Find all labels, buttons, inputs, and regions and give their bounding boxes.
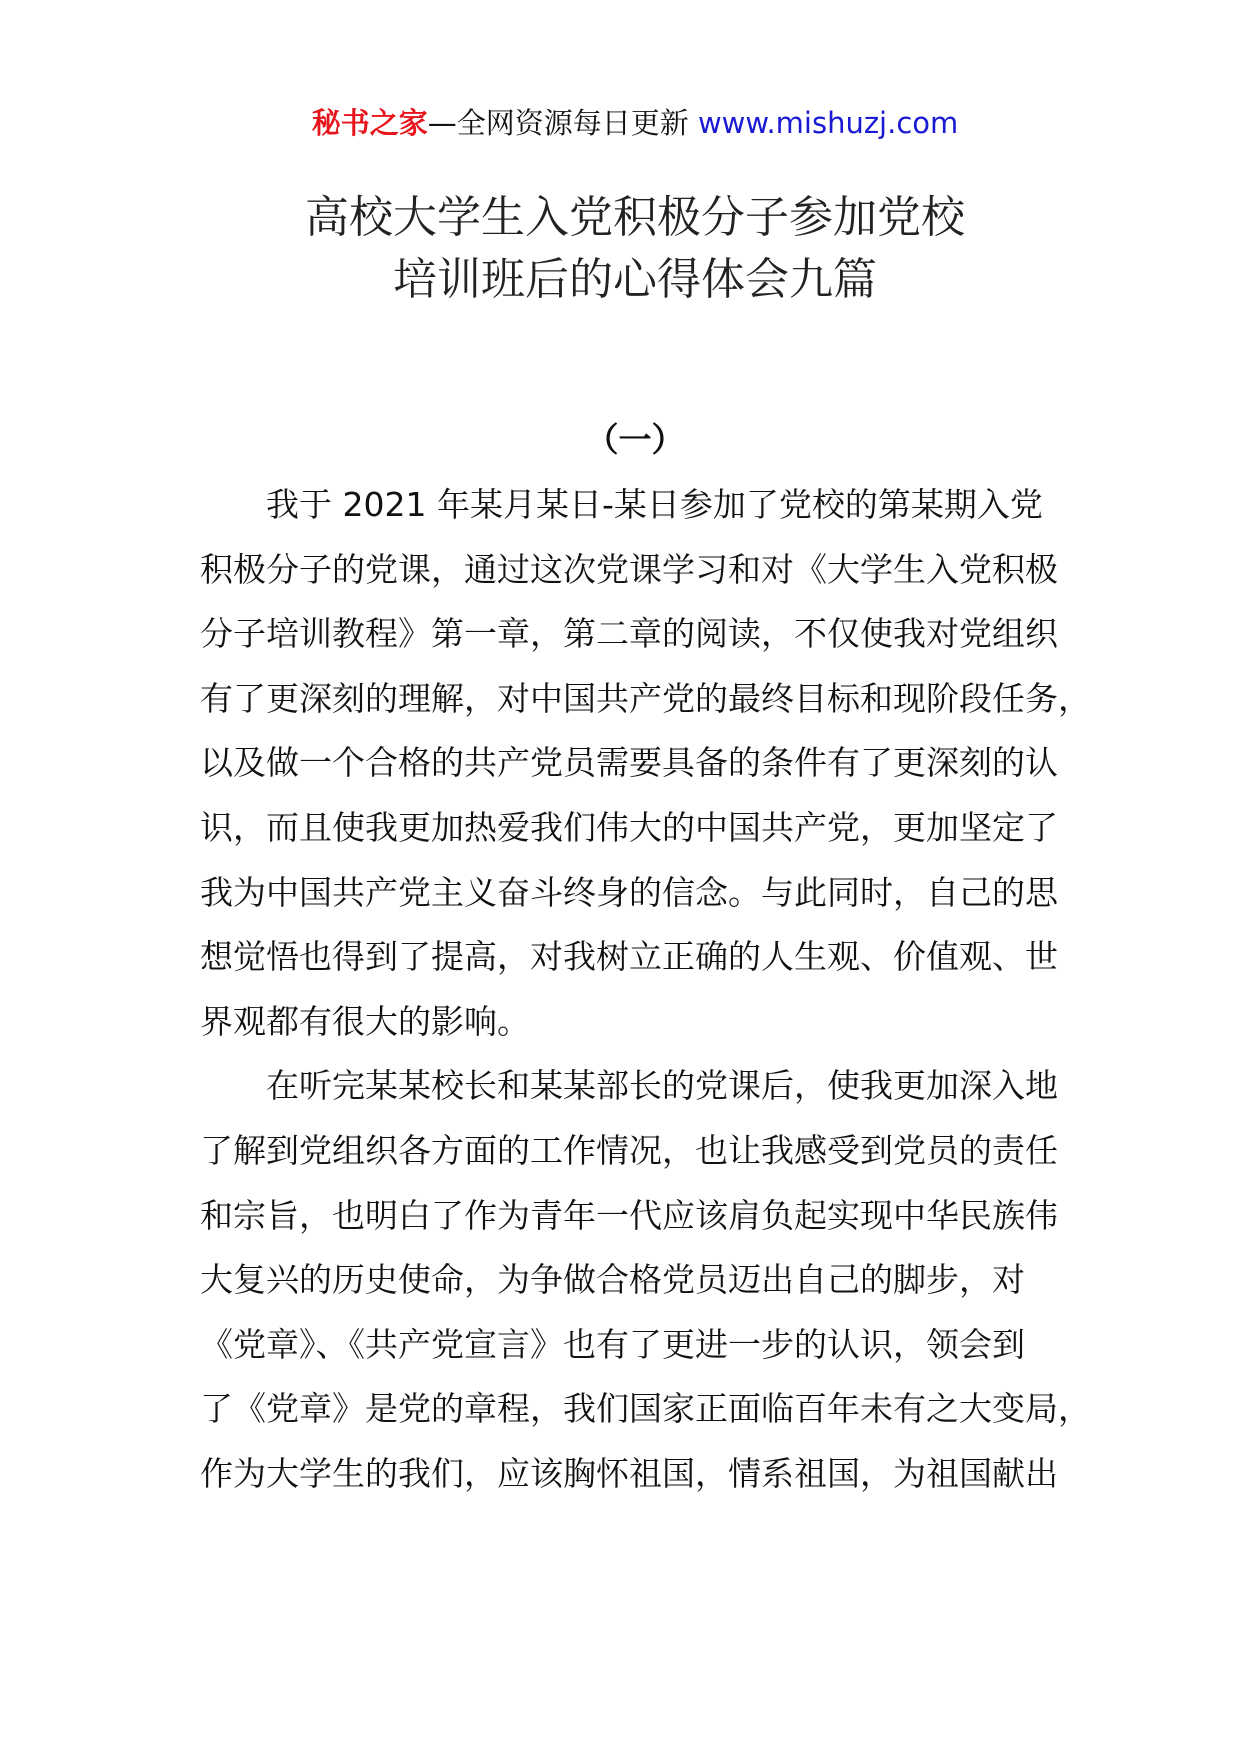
title-line-2: 培训班后的心得体会九篇 — [393, 254, 877, 305]
site-tagline: —全网资源每日更新 — [427, 106, 698, 140]
site-header — [200, 103, 1070, 143]
paragraph-line: 我为中国共产党主义奋斗终身的信念。与此同时，自己的思 — [200, 872, 1058, 912]
paragraph-1 — [200, 473, 1091, 1054]
paragraph-line: 以及做一个合格的共产党员需要具备的条件有了更深刻的认 — [200, 743, 1058, 783]
paragraph-line: 了《党章》是党的章程，我们国家正面临百年未有之大变局， — [200, 1389, 1091, 1429]
paragraph-2 — [200, 1054, 1091, 1506]
paragraph-line: 分子培训教程》第一章，第二章的阅读，不仅使我对党组织 — [200, 614, 1058, 654]
paragraph-line: 和宗旨，也明白了作为青年一代应该肩负起实现中华民族伟 — [200, 1195, 1058, 1235]
paragraph-line: 积极分子的党课，通过这次党课学习和对《大学生入党积极 — [200, 549, 1058, 589]
section-heading: （一） — [585, 420, 685, 459]
paragraph-line: 作为大学生的我们，应该胸怀祖国，情系祖国，为祖国献出 — [200, 1453, 1058, 1493]
paragraph-line: 大复兴的历史使命，为争做合格党员迈出自己的脚步，对 — [200, 1260, 1025, 1300]
site-url-link[interactable]: www.mishuzj.com — [697, 106, 959, 140]
paragraph-line: 我于 2021 年某月某日-某日参加了党校的第某期入党 — [266, 485, 1043, 524]
title-line-1: 高校大学生入党积极分子参加党校 — [305, 192, 965, 243]
paragraph-line: 界观都有很大的影响。 — [200, 1001, 530, 1041]
paragraph-line: 识，而且使我更加热爱我们伟大的中国共产党，更加坚定了 — [200, 807, 1058, 847]
document-title — [200, 187, 1070, 311]
site-brand: 秘书之家 — [311, 106, 428, 140]
paragraph-line: 有了更深刻的理解，对中国共产党的最终目标和现阶段任务， — [200, 678, 1091, 718]
document-body — [200, 473, 1091, 1507]
paragraph-line: 了解到党组织各方面的工作情况，也让我感受到党员的责任 — [200, 1130, 1058, 1170]
paragraph-line: 想觉悟也得到了提高，对我树立正确的人生观、价值观、世 — [200, 937, 1058, 977]
paragraph-line: 在听完某某校长和某某部长的党课后，使我更加深入地 — [266, 1066, 1058, 1106]
paragraph-line: 《党章》、《共产党宣言》也有了更进一步的认识，领会到 — [200, 1324, 1025, 1364]
